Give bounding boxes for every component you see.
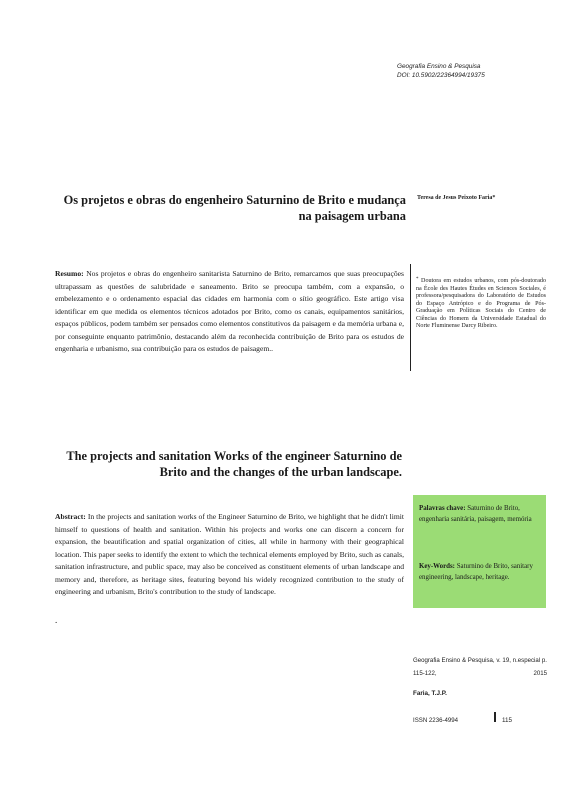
journal-doi: DOI: 10.5902/22364994/19375 bbox=[397, 72, 485, 79]
keywords-en-text: Saturnino de Brito, sanitary engineering, landscape, heritage. bbox=[419, 563, 533, 582]
author-footnote bbox=[416, 276, 546, 331]
page-number: 115 bbox=[502, 717, 513, 724]
stray-dot: . bbox=[55, 615, 58, 625]
journal-name: Geografia Ensino & Pesquisa bbox=[397, 63, 481, 70]
journal-citation: Geografia Ensino & Pesquisa, v. 19, n.especial p. 115-122, 2015 bbox=[413, 657, 547, 677]
article-title-pt: Os projetos e obras do engenheiro Saturnino de Brito e mudança na paisagem urbana bbox=[63, 193, 406, 223]
authorship-line: Faria, T.J.P. bbox=[413, 690, 447, 697]
resumo-paragraph bbox=[55, 268, 404, 356]
abstract-text: In the projects and sanitation works of the Engineer Saturnino de Brito, we highlight that he didn't limit himself to questions of health and sanitation. Within his projects and works one can discern a concern for expansion, the beautification and spatial organization of cities, all while in harmony with their geographical location. This paper seeks to identify the extent to which the technical elements employed by Brito, such as canals, sanitation infrastructure, and public space, may also be conceived as constituent elements of urban landscape and memory and, therefore, as heritage sites, featuring beyond his widely recognized contribution to the study of engineering and urbanism, Brito's contribution to the study of landscape. bbox=[55, 512, 404, 597]
footnote-marker: * bbox=[416, 277, 419, 282]
keywords-pt-label: Palavras chave: bbox=[419, 505, 466, 512]
keywords-en bbox=[419, 561, 541, 583]
author-name: Teresa de Jesus Peixoto Faria* bbox=[417, 195, 496, 201]
journal-header bbox=[397, 62, 547, 80]
abstract-label: Abstract: bbox=[55, 512, 86, 521]
keywords-pt bbox=[419, 503, 541, 525]
abstract-paragraph bbox=[55, 511, 404, 599]
resumo-label: Resumo: bbox=[55, 269, 84, 278]
page-number-divider bbox=[494, 712, 496, 722]
article-title-en: The projects and sanitation Works of the engineer Saturnino de Brito and the changes of the urban landscape. bbox=[66, 449, 402, 479]
resumo-text: Nos projetos e obras do engenheiro sanitarista Saturnino de Brito, remarcamos que suas preocupações ultrapassam as questões de salubridade e saneamento. Brito se preocupa também, com a expansão, o embelezamento e o ordenamento espacial das cidades em harmonia com o sítio geográfico. Este artigo visa identificar em que medida os elementos técnicos adotados por Brito, como os canais, equipamentos sanitários, espaços públicos, podem também ser pensados como elementos constitutivos da paisagem e da memória urbana e, por conseguinte enquanto patrimônio, destacando além da reconhecida contribuição de Brito para os estudos de engenharia e urbanismo, sua contribuição para os estudos de paisagem.. bbox=[55, 269, 404, 354]
footnote-text: Doutora em estudos urbanos, com pós-doutorado na École des Hautes Études en Sciences Sociales, é professora/pesquisadora do Laboratório de Estudos do Espaço Antrópico e do Programa de Pós-Graduação em Políticas Sociais do Centro de Ciências do Homem da Universidade Estadual do Norte Fluminense Darcy Ribeiro. bbox=[416, 278, 546, 330]
keywords-en-label: Key-Words: bbox=[419, 563, 455, 570]
footnote-divider bbox=[410, 264, 411, 371]
issn-label: ISSN 2236-4994 bbox=[413, 717, 459, 724]
keywords-pt-text: Saturnino de Brito, engenharia sanitária, paisagem, memória bbox=[419, 505, 532, 524]
